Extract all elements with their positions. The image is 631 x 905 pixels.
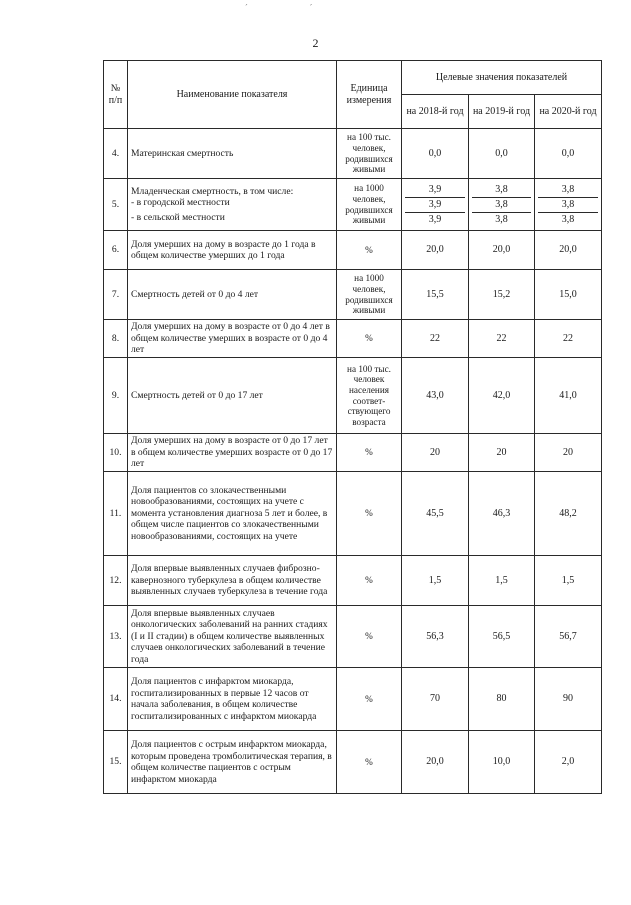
- value-2019: 56,5: [469, 606, 535, 668]
- value-2020: 48,2: [535, 472, 602, 556]
- row-number: 14.: [104, 668, 128, 731]
- unit-cell: %: [337, 320, 402, 358]
- value-2019: 42,0: [469, 358, 535, 434]
- value-2018: 56,3: [402, 606, 469, 668]
- target-values-header: Целевые значения показателей: [402, 61, 602, 95]
- value-2018: 20,0: [402, 731, 469, 794]
- table-row: [104, 179, 602, 231]
- table-row: [104, 129, 602, 179]
- num-header: № п/п: [104, 61, 128, 129]
- value-2019: 15,2: [469, 270, 535, 320]
- unit-cell: %: [337, 668, 402, 731]
- value-2018: 20,0: [402, 231, 469, 270]
- scan-specks: ´ ´: [245, 3, 343, 12]
- unit-cell: на 1000 человек, родившихся живыми: [337, 179, 402, 231]
- table-row: [104, 320, 602, 358]
- value-2019: 10,0: [469, 731, 535, 794]
- row-number: 4.: [104, 129, 128, 179]
- value-urban: 3,8: [538, 198, 598, 213]
- row-number: 5.: [104, 179, 128, 231]
- value-2020: [535, 179, 602, 231]
- unit-cell: %: [337, 434, 402, 472]
- indicator-name: Доля пациентов со злокачественными новообразованиями, состоящих на учете с момента установления диагноза 5 лет и более, в общем числе пациентов со злокачественными новообразованиями, состоящих на учете: [128, 472, 337, 556]
- value-rural: 3,8: [561, 213, 575, 225]
- row-number: 10.: [104, 434, 128, 472]
- row-number: 6.: [104, 231, 128, 270]
- page-number: 2: [312, 36, 319, 50]
- indicator-name-rural: - в сельской местности: [131, 211, 225, 223]
- value-2020: 20,0: [535, 231, 602, 270]
- value-2018: 15,5: [402, 270, 469, 320]
- value-2019: 46,3: [469, 472, 535, 556]
- year-header-2020: на 2020-й год: [535, 95, 602, 129]
- value-2018: 43,0: [402, 358, 469, 434]
- indicator-name: Доля умерших на дому в возрасте от 0 до 4 лет в общем количестве умерших в возрасте от 0 до 4 лет: [128, 320, 337, 358]
- row-number: 12.: [104, 556, 128, 606]
- indicator-name: [128, 179, 337, 231]
- row-number: 8.: [104, 320, 128, 358]
- row-number: 11.: [104, 472, 128, 556]
- table-row: [104, 668, 602, 731]
- indicator-name: Доля умерших на дому в возрасте до 1 года в общем количестве умерших до 1 года: [128, 231, 337, 270]
- value-2020: 22: [535, 320, 602, 358]
- value-2020: 90: [535, 668, 602, 731]
- indicator-name: Смертность детей от 0 до 17 лет: [128, 358, 337, 434]
- row-number: 13.: [104, 606, 128, 668]
- value-2020: 0,0: [535, 129, 602, 179]
- indicator-name-main: Младенческая смертность, в том числе:: [131, 185, 294, 197]
- indicator-name-urban: - в городской местности: [131, 197, 230, 209]
- unit-cell: %: [337, 472, 402, 556]
- unit-cell: на 1000 человек, родившихся живыми: [337, 270, 402, 320]
- unit-cell: %: [337, 231, 402, 270]
- value-2020: 56,7: [535, 606, 602, 668]
- unit-cell: на 100 тыс. человек, родившихся живыми: [337, 129, 402, 179]
- indicator-name: Доля впервые выявленных случаев онкологических заболеваний на ранних стадиях (I и II стадии) в общем количестве выявленных случаев онкологических заболеваний в течение года: [128, 606, 337, 668]
- value-2018: 45,5: [402, 472, 469, 556]
- value-2019: 1,5: [469, 556, 535, 606]
- table-row: [104, 270, 602, 320]
- indicators-table: [103, 60, 602, 794]
- value-total: 3,8: [538, 183, 598, 198]
- name-header: Наименование показателя: [128, 61, 337, 129]
- year-header-2019: на 2019-й год: [469, 95, 535, 129]
- table-row: [104, 231, 602, 270]
- value-2020: 2,0: [535, 731, 602, 794]
- value-2019: [469, 179, 535, 231]
- table-row: [104, 606, 602, 668]
- value-2019: 22: [469, 320, 535, 358]
- unit-header: Единица измерения: [337, 61, 402, 129]
- indicator-name: Материнская смертность: [128, 129, 337, 179]
- indicator-name: Доля впервые выявленных случаев фиброзно-кавернозного туберкулеза в общем количестве выявленных случаев туберкулеза в течение года: [128, 556, 337, 606]
- indicator-name: Доля пациентов с острым инфарктом миокарда, которым проведена тромболитическая терапия, в общем количестве пациентов с острым инфарктом миокарда: [128, 731, 337, 794]
- unit-cell: %: [337, 731, 402, 794]
- value-2018: 20: [402, 434, 469, 472]
- value-2018: 1,5: [402, 556, 469, 606]
- row-number: 7.: [104, 270, 128, 320]
- unit-cell: %: [337, 606, 402, 668]
- value-2020: 20: [535, 434, 602, 472]
- value-2018: [402, 179, 469, 231]
- value-2019: 20,0: [469, 231, 535, 270]
- table-row: [104, 434, 602, 472]
- value-2020: 1,5: [535, 556, 602, 606]
- unit-cell: %: [337, 556, 402, 606]
- indicator-name: Доля пациентов с инфарктом миокарда, госпитализированных в первые 12 часов от начала заболевания, в общем количестве госпитализированных с инфарктом миокарда: [128, 668, 337, 731]
- value-rural: 3,9: [428, 213, 442, 225]
- value-urban: 3,9: [405, 198, 465, 213]
- year-header-2018: на 2018-й год: [402, 95, 469, 129]
- value-total: 3,9: [405, 183, 465, 198]
- row-number: 15.: [104, 731, 128, 794]
- value-2020: 15,0: [535, 270, 602, 320]
- value-2020: 41,0: [535, 358, 602, 434]
- value-2018: 70: [402, 668, 469, 731]
- value-rural: 3,8: [495, 213, 508, 225]
- table-row: [104, 731, 602, 794]
- value-2019: 20: [469, 434, 535, 472]
- row-number: 9.: [104, 358, 128, 434]
- value-total: 3,8: [472, 183, 531, 198]
- indicator-name: Смертность детей от 0 до 4 лет: [128, 270, 337, 320]
- value-2018: 0,0: [402, 129, 469, 179]
- unit-cell: на 100 тыс. человек населения соответ- ствующего возраста: [337, 358, 402, 434]
- indicator-name: Доля умерших на дому в возрасте от 0 до 17 лет в общем количестве умерших возрасте от 0 до 17 лет: [128, 434, 337, 472]
- table-header-row: [104, 61, 602, 95]
- value-2018: 22: [402, 320, 469, 358]
- table-row: [104, 556, 602, 606]
- value-2019: 0,0: [469, 129, 535, 179]
- table-row: [104, 358, 602, 434]
- table-row: [104, 472, 602, 556]
- value-2019: 80: [469, 668, 535, 731]
- value-urban: 3,8: [472, 198, 531, 213]
